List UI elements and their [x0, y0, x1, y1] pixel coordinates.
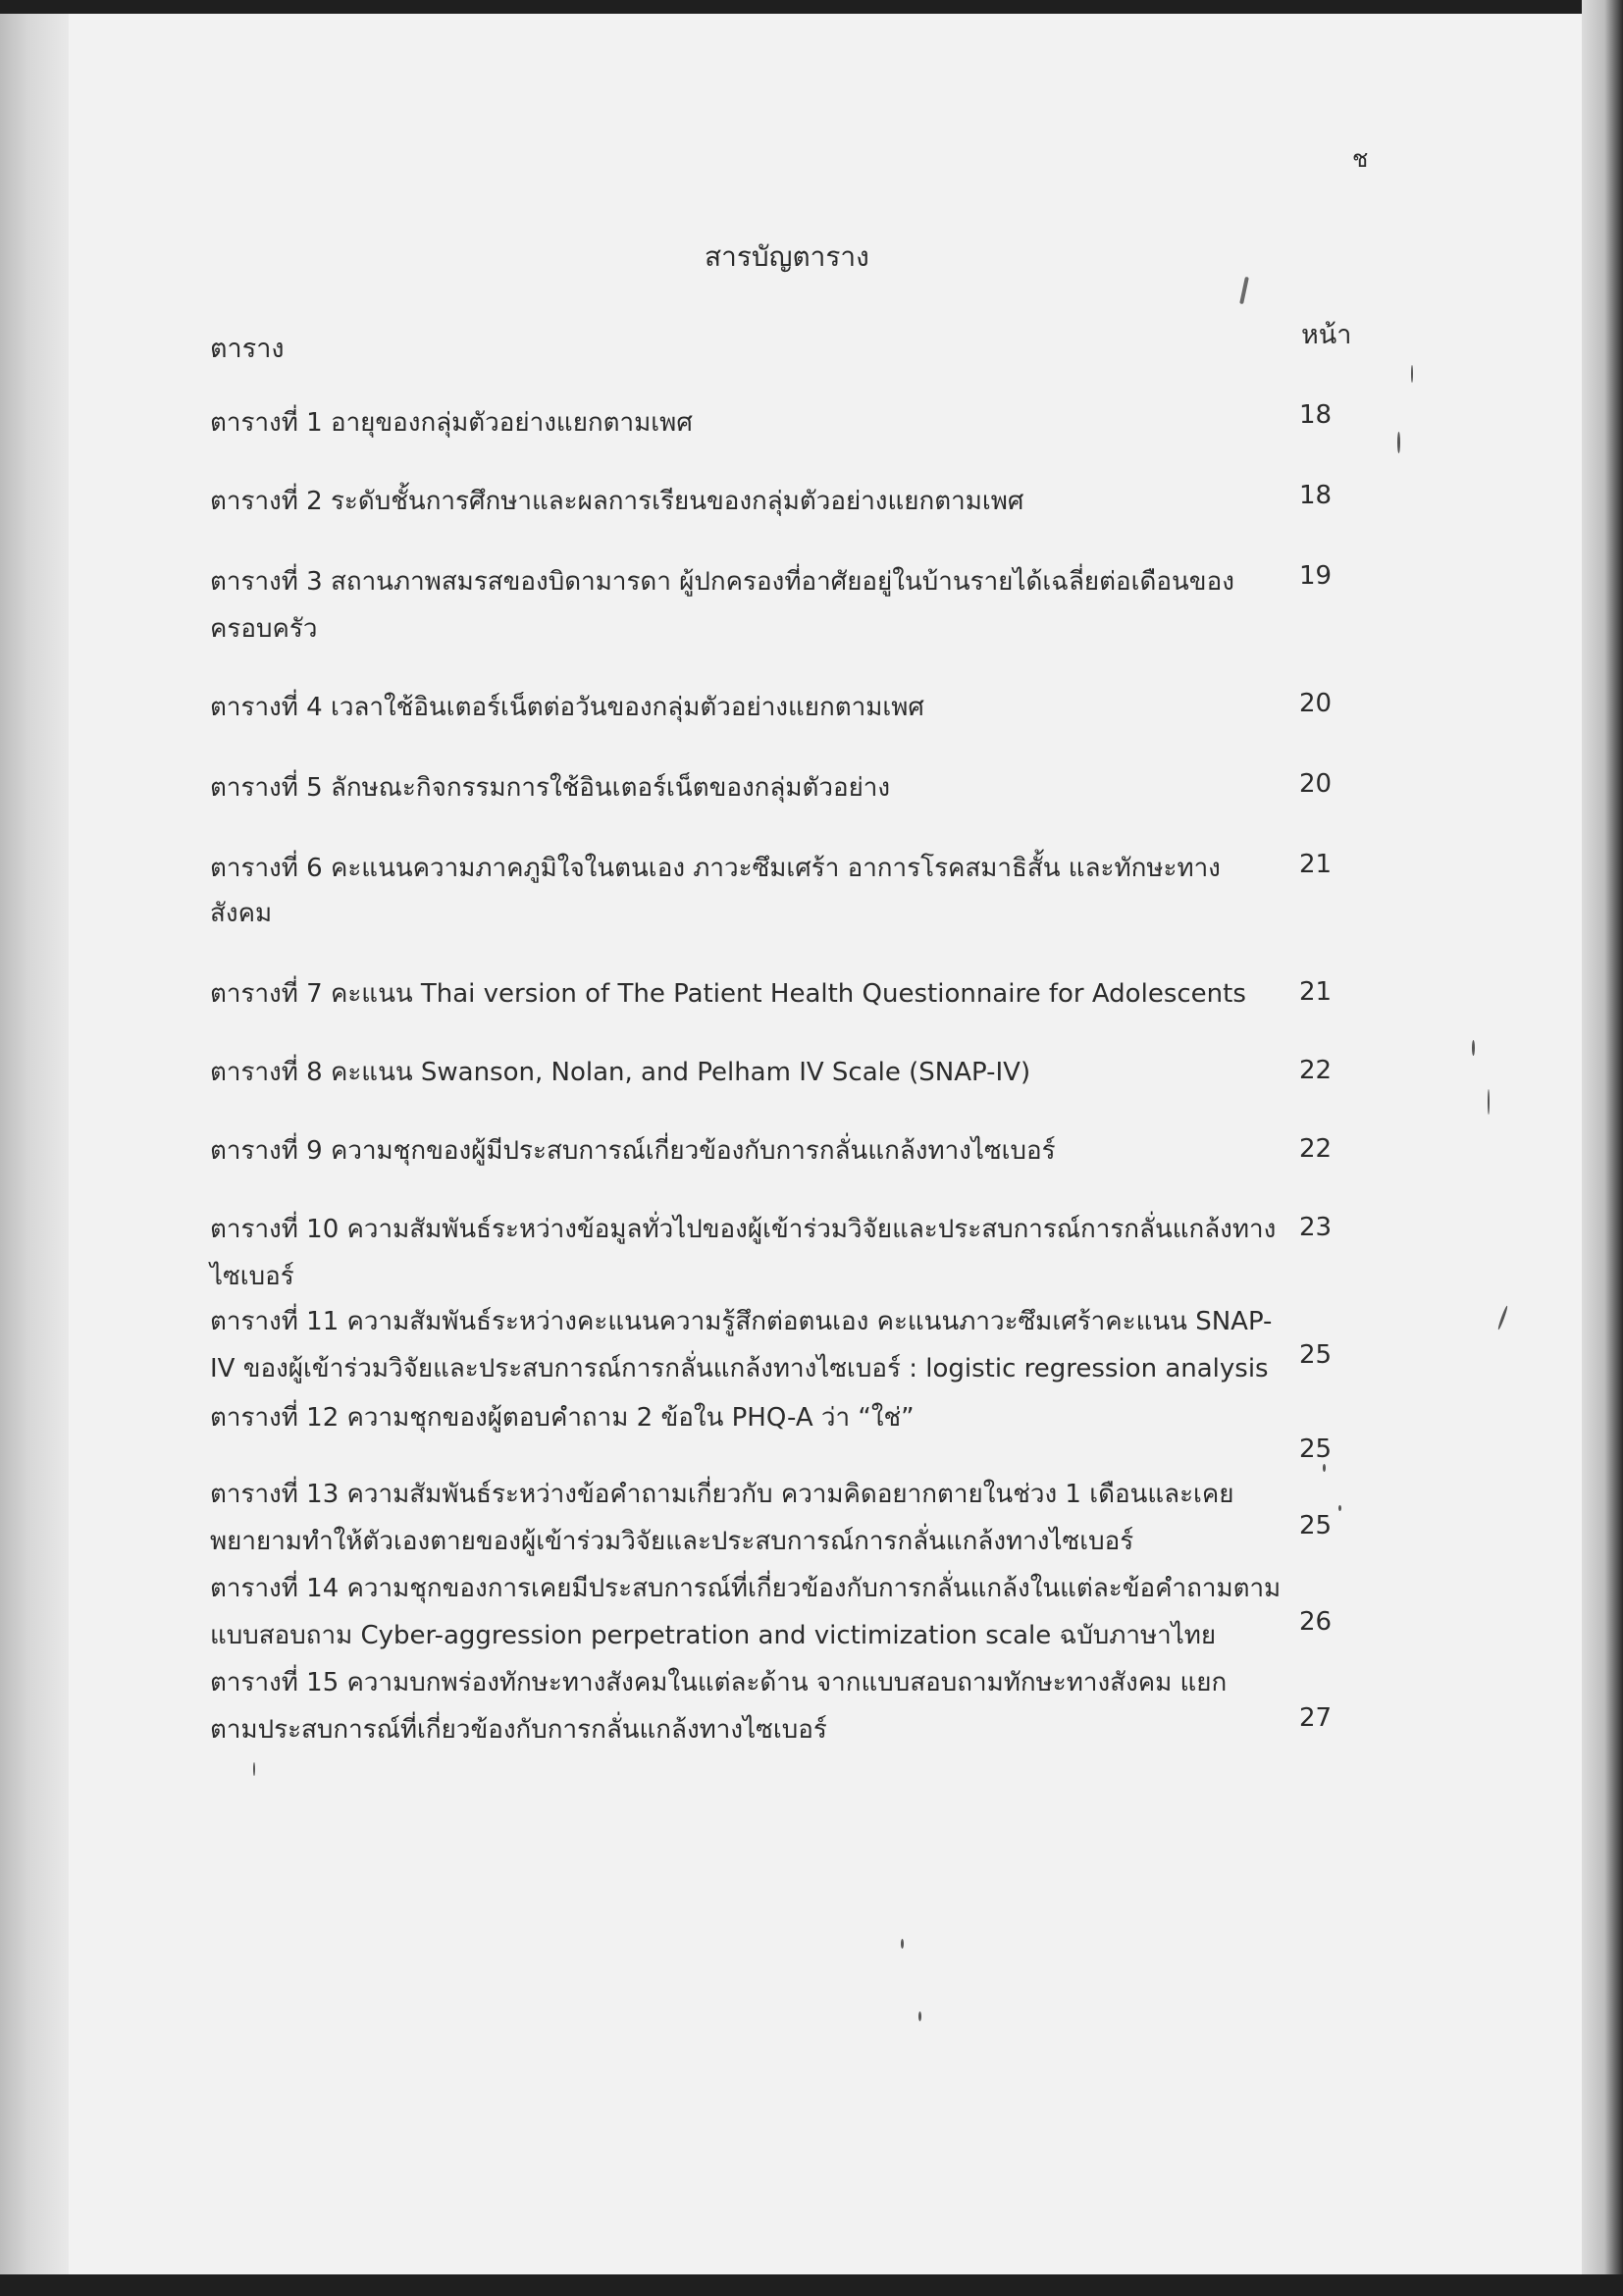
binding-shadow	[0, 0, 69, 2296]
toc-entry-14-text: ตารางที่ 14 ความชุกของการเคยมีประสบการณ์ที่เกี่ยวข้องกับการกลั่นแกล้งในแต่ละข้อคำถามตาม	[210, 1574, 1282, 1603]
toc-entry-12-text: ตารางที่ 12 ความชุกของผู้ตอบคำถาม 2 ข้อใน PHQ-A ว่า “ใช่”	[210, 1403, 915, 1433]
toc-entry-10-text: ตารางที่ 10 ความสัมพันธ์ระหว่างข้อมูลทั่วไปของผู้เข้าร่วมวิจัยและประสบการณ์การกลั่นแกล้งทาง	[210, 1215, 1277, 1244]
scan-speck	[1411, 365, 1413, 383]
toc-entry-13-text: ตารางที่ 13 ความสัมพันธ์ระหว่างข้อคำถามเกี่ยวกับ ความคิดอยากตายในช่วง 1 เดือนและเคย	[210, 1480, 1234, 1509]
toc-entry-6-page: 21	[1299, 850, 1333, 879]
toc-entry-4-page: 20	[1299, 689, 1333, 718]
toc-entry-15-text-cont: ตามประสบการณ์ที่เกี่ยวข้องกับการกลั่นแกล้งทางไซเบอร์	[210, 1715, 827, 1745]
toc-entry-11-text-cont: IV ของผู้เข้าร่วมวิจัยและประสบการณ์การกลั่นแกล้งทางไซเบอร์ : logistic regression analysis	[210, 1354, 1269, 1383]
toc-entry-6-text-cont: สังคม	[210, 899, 273, 928]
toc-entry-2-page: 18	[1299, 481, 1333, 510]
toc-entry-5-text: ตารางที่ 5 ลักษณะกิจกรรมการใช้อินเตอร์เน็ตของกลุ่มตัวอย่าง	[210, 773, 891, 803]
toc-entry-13-text-cont: พยายามทำให้ตัวเองตายของผู้เข้าร่วมวิจัยและประสบการณ์การกลั่นแกล้งทางไซเบอร์	[210, 1527, 1134, 1556]
toc-entry-15-page: 27	[1299, 1703, 1333, 1733]
toc-entry-3-page: 19	[1299, 561, 1333, 591]
scan-speck	[1488, 1089, 1490, 1115]
scan-speck	[918, 2011, 921, 2021]
scan-speck	[1397, 432, 1400, 453]
toc-entry-12-page: 25	[1299, 1435, 1333, 1464]
toc-entry-10-page: 23	[1299, 1213, 1333, 1242]
toc-entry-14-page: 26	[1299, 1607, 1333, 1637]
page-right-edge	[1582, 0, 1623, 2296]
toc-entry-13-page: 25	[1299, 1511, 1333, 1540]
toc-entry-7-page: 21	[1299, 977, 1333, 1007]
toc-entry-7-text: ตารางที่ 7 คะแนน Thai version of The Patient Health Questionnaire for Adolescents	[210, 979, 1246, 1009]
toc-entry-3-text-cont: ครอบครัว	[210, 614, 318, 644]
scan-top-border	[0, 0, 1590, 14]
toc-entry-1-page: 18	[1299, 400, 1333, 430]
scan-speck	[1338, 1505, 1341, 1511]
toc-entry-9-page: 22	[1299, 1134, 1333, 1164]
toc-entry-3-text: ตารางที่ 3 สถานภาพสมรสของบิดามารดา ผู้ปกครองที่อาศัยอยู่ในบ้านรายได้เฉลี่ยต่อเดือนของ	[210, 567, 1234, 597]
scan-speck	[901, 1939, 904, 1949]
scan-speck	[253, 1762, 255, 1776]
toc-entry-8-page: 22	[1299, 1056, 1333, 1085]
scan-speck	[1323, 1464, 1326, 1472]
toc-entry-8-text: ตารางที่ 8 คะแนน Swanson, Nolan, and Pelham IV Scale (SNAP-IV)	[210, 1058, 1031, 1087]
scan-bottom-border	[0, 2274, 1623, 2296]
page-title: สารบัญตาราง	[705, 240, 869, 273]
toc-entry-9-text: ตารางที่ 9 ความชุกของผู้มีประสบการณ์เกี่ยวข้องกับการกลั่นแกล้งทางไซเบอร์	[210, 1136, 1056, 1166]
toc-entry-1-text: ตารางที่ 1 อายุของกลุ่มตัวอย่างแยกตามเพศ	[210, 408, 693, 438]
page-letter: ช	[1352, 145, 1369, 173]
toc-entry-4-text: ตารางที่ 4 เวลาใช้อินเตอร์เน็ตต่อวันของกลุ่มตัวอย่างแยกตามเพศ	[210, 693, 924, 722]
toc-entry-11-page: 25	[1299, 1340, 1333, 1370]
toc-entry-6-text: ตารางที่ 6 คะแนนความภาคภูมิใจในตนเอง ภาวะซึมเศร้า อาการโรคสมาธิสั้น และทักษะทาง	[210, 854, 1221, 883]
column-header-page: หน้า	[1301, 320, 1352, 350]
toc-entry-14-text-cont: แบบสอบถาม Cyber-aggression perpetration and victimization scale ฉบับภาษาไทย	[210, 1621, 1217, 1650]
toc-entry-15-text: ตารางที่ 15 ความบกพร่องทักษะทางสังคมในแต่ละด้าน จากแบบสอบถามทักษะทางสังคม แยก	[210, 1668, 1228, 1697]
toc-entry-11-text: ตารางที่ 11 ความสัมพันธ์ระหว่างคะแนนความรู้สึกต่อตนเอง คะแนนภาวะซึมเศร้าคะแนน SNAP-	[210, 1307, 1273, 1336]
toc-entry-2-text: ตารางที่ 2 ระดับชั้นการศึกษาและผลการเรียนของกลุ่มตัวอย่างแยกตามเพศ	[210, 487, 1024, 516]
column-header-table: ตาราง	[210, 334, 285, 364]
scan-speck	[1472, 1040, 1475, 1056]
toc-entry-10-text-cont: ไซเบอร์	[210, 1262, 294, 1291]
toc-entry-5-page: 20	[1299, 769, 1333, 799]
